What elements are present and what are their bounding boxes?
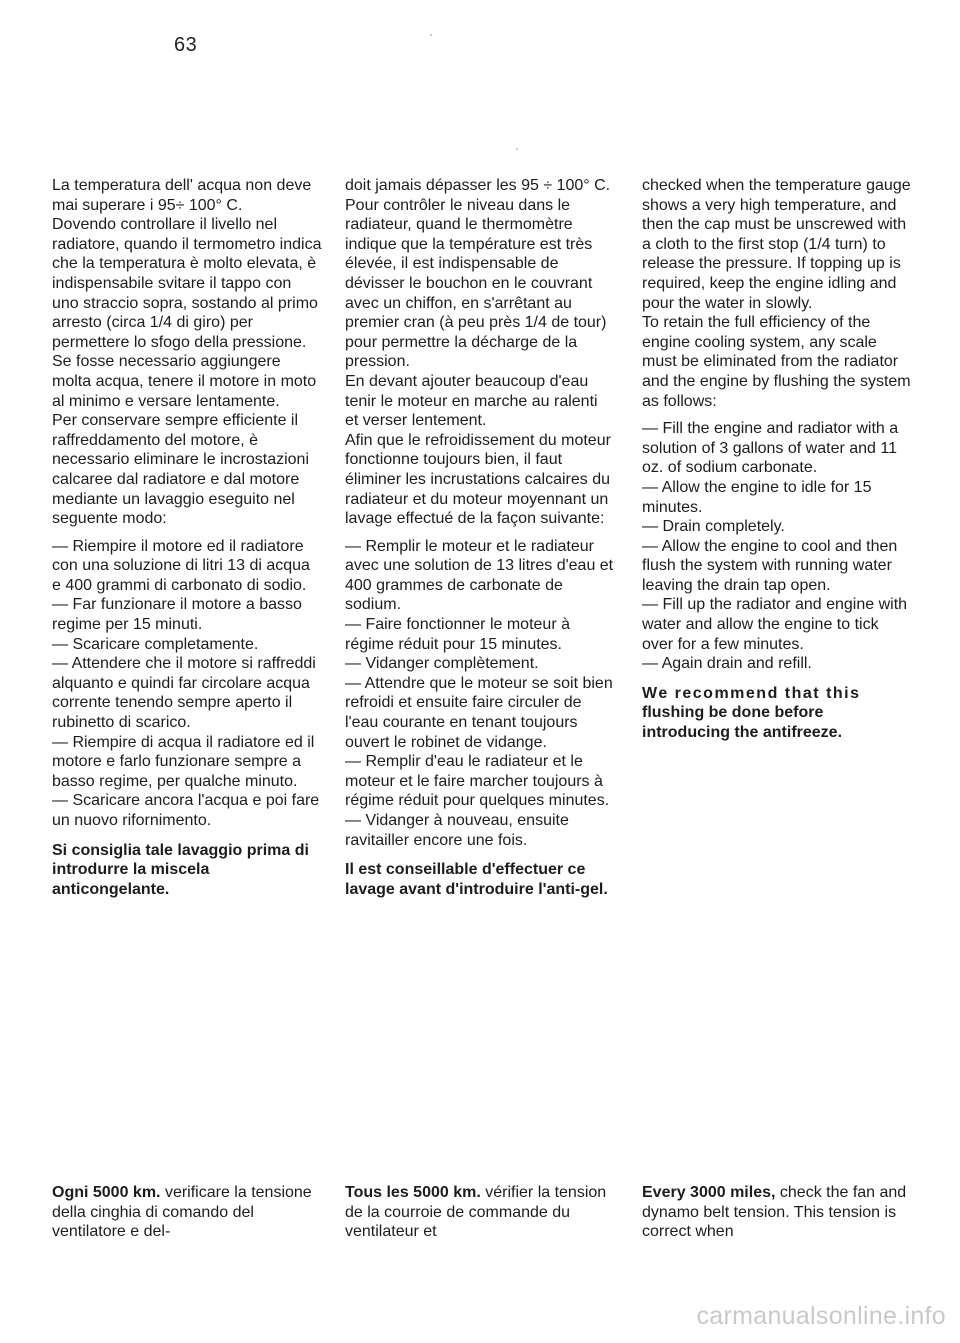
belt-lead: Tous les 5000 km.: [345, 1184, 481, 1201]
french-column: [345, 176, 615, 899]
step: — Allow the engine to cool and then flush the system with running water leaving the drain tap open.: [642, 537, 898, 594]
italian-column: [52, 176, 322, 899]
step: — Riempire il motore ed il radiatore con una soluzione di litri 13 di acqua e 400 grammi di carbonato di sodio.: [52, 537, 310, 594]
scan-speck: [516, 148, 518, 150]
step: — Vidanger à nouveau, ensuite ravitailler encore une fois.: [345, 812, 569, 849]
recommendation: Si consiglia tale lavaggio prima di introdurre la miscela anticongelante.: [52, 841, 309, 898]
paragraph: La temperatura dell' acqua non deve mai superare i 95÷ 100° C.: [52, 177, 312, 214]
step: — Far funzionare il motore a basso regime per 15 minuti.: [52, 596, 302, 634]
paragraph: Pour contrôler le niveau dans le radiateur, quand le thermomètre indique que la température est très élevée, il est indispensable de dévisser le bouchon en le couvrant avec un chiffon, en s'arrêtant au premier cran (à peu près 1/4 de tour) pour permettre la décharge de la pression.: [345, 196, 607, 371]
italian-belt-note: [52, 1183, 322, 1242]
french-belt-note: [345, 1183, 615, 1242]
step: — Remplir d'eau le radiateur et le moteur et le faire marcher toujours à régime réduit pour quelques minutes.: [345, 753, 610, 810]
recommendation-rest: flushing be done before introducing the antifreeze.: [642, 704, 843, 742]
step: — Attendere che il motore si raffreddi alquanto e quindi far circolare acqua corrente tenendo sempre aperto il rubinetto di scarico.: [52, 655, 316, 732]
paragraph: Afin que le refroidissement du moteur fonctionne toujours bien, il faut éliminer les incrustations calcaires du radiateur et du moteur moyennant un lavage effectué de la façon suivante:: [345, 431, 611, 528]
step: — Riempire di acqua il radiatore ed il motore e farlo funzionare sempre a basso regime, per qualche minuto.: [52, 733, 315, 790]
step: — Drain completely.: [642, 518, 785, 536]
belt-text: verificare la tensione della cinghia di comando del ventilatore e del-: [52, 1184, 312, 1241]
scan-speck: [430, 34, 432, 36]
recommendation: [642, 684, 912, 743]
watermark: carmanualsonline.info: [696, 1302, 946, 1330]
belt-lead: Ogni 5000 km.: [52, 1184, 161, 1201]
paragraph: doit jamais dépasser les 95 ÷ 100° C.: [345, 177, 611, 194]
belt-text: vérifier la tension de la courroie de commande du ventilateur et: [345, 1184, 607, 1241]
step: — Attendre que le moteur se soit bien refroidi et ensuite faire circuler de l'eau courante en tenant toujours ouvert le robinet de vidange.: [345, 674, 613, 751]
paragraph: En devant ajouter beaucoup d'eau tenir le moteur en marche au ralenti et verser lentement.: [345, 372, 598, 430]
english-belt-note: [642, 1183, 912, 1242]
step: — Fill up the radiator and engine with water and allow the engine to tick over for a few minutes.: [642, 596, 908, 653]
step: — Allow the engine to idle for 15 minutes.: [642, 478, 872, 516]
paragraph: Dovendo controllare il livello nel radiatore, quando il termometro indica che la temperatura è molto elevata, è indispensabile svitare il tappo con uno straccio sopra, sostando al primo arresto (circa 1/4 di giro) per permettere lo sfogo della pressione.: [52, 216, 322, 351]
step: — Remplir le moteur et le radiateur avec une solution de 13 litres d'eau et 400 grammes de carbonate de sodium.: [345, 537, 614, 614]
step: — Scaricare ancora l'acqua e poi fare un nuovo rifornimento.: [52, 792, 320, 829]
recommendation: Il est conseillable d'effectuer ce lavage avant d'introduire l'anti-gel.: [345, 861, 608, 898]
belt-lead: Every 3000 miles,: [642, 1184, 776, 1201]
step: — Fill the engine and radiator with a solution of 3 gallons of water and 11 oz. of sodium carbonate.: [642, 420, 899, 477]
paragraph: Per conservare sempre efficiente il raffreddamento del motore, è necessario eliminare le incrostazioni calcaree dal radiatore e dal motore mediante un lavaggio eseguito nel seguente modo:: [52, 412, 310, 528]
step: — Again drain and refill.: [642, 655, 812, 673]
step: — Scaricare completamente.: [52, 635, 259, 653]
step: — Vidanger complètement.: [345, 655, 539, 673]
english-column: [642, 176, 912, 743]
belt-text: check the fan and dynamo belt tension. This tension is correct when: [642, 1184, 907, 1241]
page-number: 63: [174, 34, 198, 56]
paragraph: checked when the temperature gauge shows a very high temperature, and then the cap must be unscrewed with a cloth to the first stop (1/4 turn) to release the pressure. If topping up is required, keep the engine idling and pour the water in slowly.: [642, 177, 911, 312]
paragraph: Se fosse necessario aggiungere molta acqua, tenere il motore in moto al minimo e versare lentamente.: [52, 353, 317, 410]
recommendation-lead: We recommend that this: [642, 684, 861, 702]
paragraph: To retain the full efficiency of the engine cooling system, any scale must be eliminated from the radiator and the engine by flushing the system as follows:: [642, 314, 911, 410]
step: — Faire fonctionner le moteur à régime réduit pour 15 minutes.: [345, 616, 570, 653]
